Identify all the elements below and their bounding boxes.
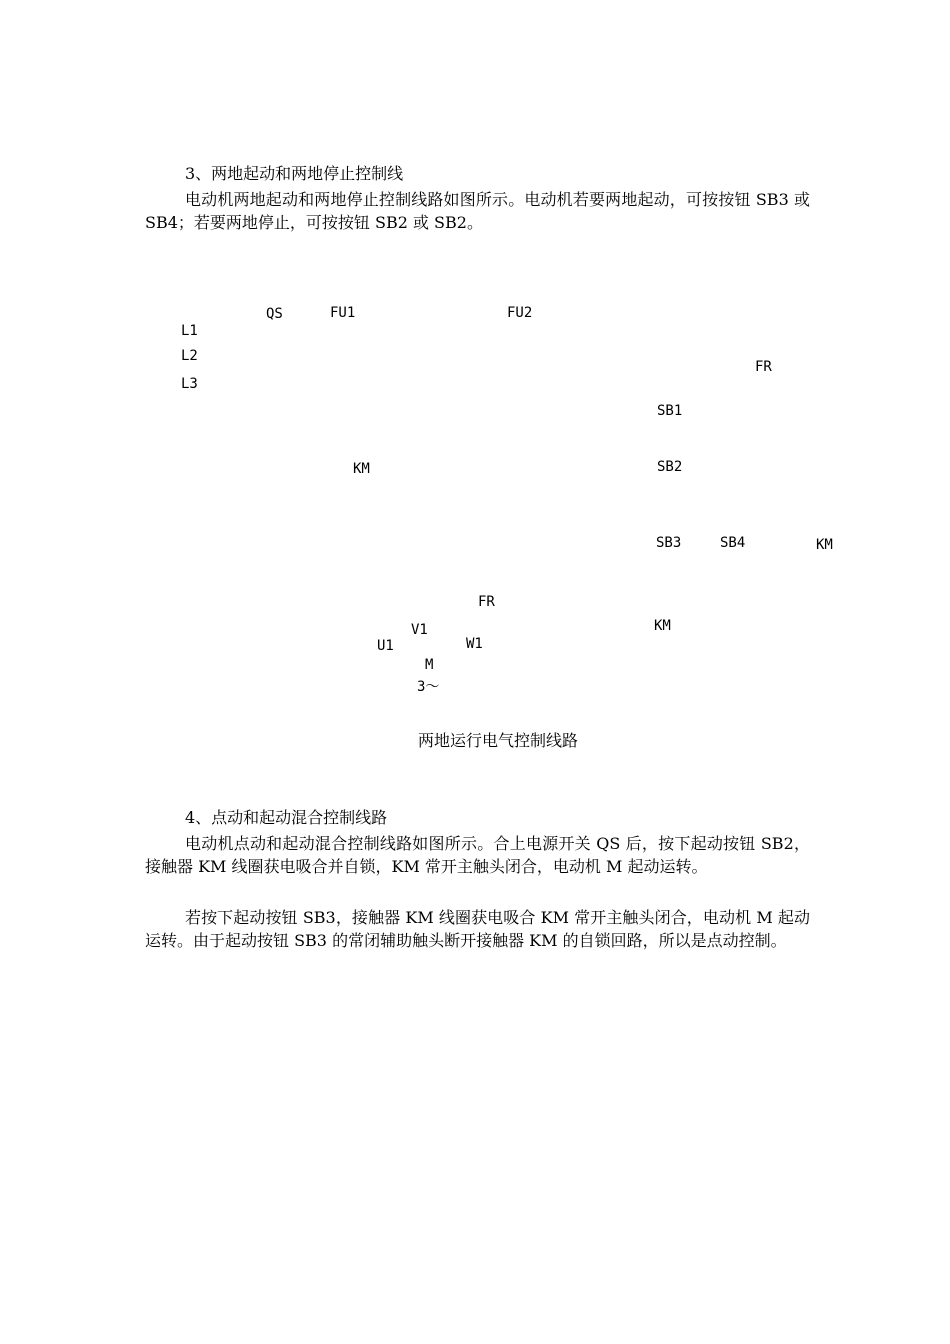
label-v1: V1 bbox=[411, 622, 428, 638]
label-km-coil: KM bbox=[654, 618, 671, 634]
label-sb4: SB4 bbox=[720, 535, 746, 551]
label-motor-phase: 3～ bbox=[417, 679, 440, 695]
label-u1: U1 bbox=[377, 638, 394, 654]
label-fu2: FU2 bbox=[507, 305, 533, 321]
label-l3: L3 bbox=[181, 376, 198, 392]
label-motor-m: M bbox=[425, 657, 434, 673]
label-sb2: SB2 bbox=[657, 459, 683, 475]
label-w1: W1 bbox=[466, 636, 483, 652]
label-km-main: KM bbox=[353, 461, 370, 477]
label-qs: QS bbox=[266, 306, 283, 322]
label-sb3: SB3 bbox=[656, 535, 682, 551]
label-fu1: FU1 bbox=[330, 305, 356, 321]
label-fr-bottom: FR bbox=[478, 594, 495, 610]
diagram-caption: 两地运行电气控制线路 bbox=[418, 731, 579, 750]
label-km-right: KM bbox=[816, 537, 833, 553]
section-4-heading: 4、点动和起动混合控制线路 bbox=[185, 808, 388, 827]
section-4-paragraph-2: 若按下起动按钮 SB3，接触器 KM 线圈获电吸合 KM 常开主触头闭合，电动机 M 起动运转。由于起动按钮 SB3 的常闭辅助触头断开接触器 KM 的自锁回路，所以是点动控制。 bbox=[145, 908, 810, 950]
label-sb1: SB1 bbox=[657, 403, 683, 419]
section-4-paragraph-1: 电动机点动和起动混合控制线路如图所示。合上电源开关 QS 后，按下起动按钮 SB2，接触器 KM 线圈获电吸合并自锁，KM 常开主触头闭合，电动机 M 起动运转。 bbox=[145, 834, 810, 876]
section-3-paragraph: 电动机两地起动和两地停止控制线路如图所示。电动机若要两地起动，可按按钮 SB3 或 SB4；若要两地停止，可按按钮 SB2 或 SB2。 bbox=[145, 190, 810, 232]
label-l1: L1 bbox=[181, 323, 198, 339]
label-fr-top: FR bbox=[755, 359, 772, 375]
label-l2: L2 bbox=[181, 348, 198, 364]
section-3-heading: 3、两地起动和两地停止控制线 bbox=[185, 164, 404, 183]
